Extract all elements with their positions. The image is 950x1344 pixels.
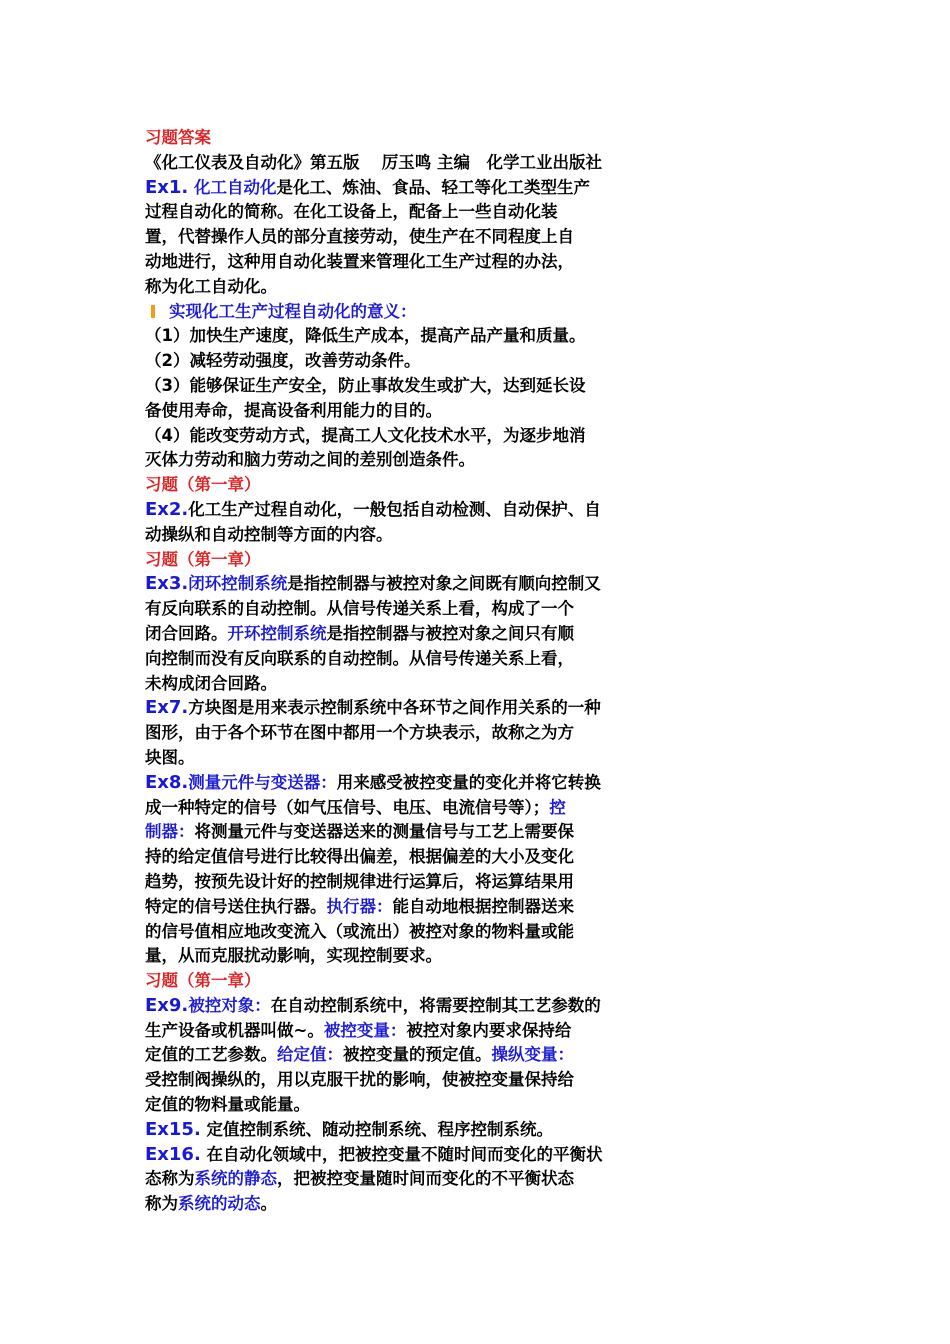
ex1-line-3: 置，代替操作人员的部分直接劳动，使生产在不同程度上自 [145, 227, 574, 247]
ex9-text: 被控对象内要求保持给 [406, 1020, 572, 1040]
ex8-text: 特定的信号送住执行器。 [145, 896, 327, 916]
ex1-term: 化工自动化 [194, 177, 277, 197]
ex2-label: Ex2. [145, 498, 189, 520]
ex9-term-setpoint: 给定值： [277, 1045, 343, 1065]
ex7-line-3: 块图。 [145, 747, 195, 767]
ex3-term-open-loop: 开环控制系统 [227, 623, 327, 643]
ex1-line-2: 过程自动化的简称。在化工设备上，配备上一些自动化装 [145, 202, 558, 222]
significance-point-4a: （4）能改变劳动方式，提高工人文化技术水平，为逐步地消 [145, 425, 586, 445]
ex8-term-controller: 控 [549, 797, 566, 817]
ex9-text: 在自动控制系统中，将需要控制其工艺参数的 [270, 995, 601, 1015]
significance-point-3b: 备使用寿命，提高设备利用能力的目的。 [145, 400, 442, 420]
ex16-text: 称为 [145, 1194, 178, 1214]
significance-point-3a: （3）能够保证生产安全，防止事故发生或扩大，达到延长设 [145, 375, 586, 395]
ex8-line-6 [145, 895, 685, 920]
ex9-term-object: 被控对象： [188, 995, 271, 1015]
ex15-text: 定值控制系统、随动控制系统、程序控制系统。 [200, 1119, 554, 1139]
ex9-line-1 [145, 994, 685, 1019]
heading: 习题答案 [145, 128, 211, 147]
significance-point-2: （2）减轻劳动强度，改善劳动条件。 [145, 351, 421, 371]
ex9-term-controlled-variable: 被控变量： [323, 1020, 407, 1040]
ex1-line-4: 动地进行，这种用自动化装置来管理化工生产过程的办法， [145, 251, 574, 271]
ex8-line-4: 持的给定值信号进行比较得出偏差，根据偏差的大小及变化 [145, 847, 574, 867]
ex9-text: 定值的工艺参数。 [145, 1045, 277, 1065]
ex8-term-controller: 制器： [145, 822, 195, 842]
significance-title: 实现化工生产过程自动化的意义： [169, 301, 417, 321]
ex3-line-1 [145, 572, 685, 597]
book-info: 《化工仪表及自动化》第五版 厉玉鸣 主编 化学工业出版社 [145, 152, 602, 172]
significance-point-4b: 灭体力劳动和脑力劳动之间的差别创造条件。 [145, 450, 475, 470]
ex1-text: 是化工、炼油、食品、轻工等化工类型生产 [276, 177, 591, 197]
chapter-title: 习题（第一章） [145, 549, 261, 569]
chapter-title: 习题（第一章） [145, 971, 261, 991]
ex7-line-1 [145, 696, 685, 721]
ex8-label: Ex8. [145, 771, 189, 793]
ex7-label: Ex7. [145, 697, 189, 719]
ex16-label: Ex16. [145, 1143, 201, 1165]
ex16-term-static: 系统的静态 [194, 1169, 277, 1189]
ex9-text: 被控变量的预定值。 [343, 1045, 492, 1065]
ex9-term-manipulated-variable: 操纵变量： [491, 1045, 574, 1065]
significance-point-1: （1）加快生产速度，降低生产成本，提高产品产量和质量。 [145, 326, 586, 346]
ex3-text: 是指控制器与被控对象之间既有顺向控制又 [287, 574, 601, 594]
ex9-text: 生产设备或机器叫做~。 [145, 1020, 324, 1040]
ex2-text: 化工生产过程自动化，一般包括自动检测、自动保护、自 [188, 499, 601, 519]
ex16-line-2 [145, 1167, 685, 1192]
ex9-label: Ex9. [145, 994, 189, 1016]
ex16-text: 在自动化领域中，把被控变量不随时间而变化的平衡状 [200, 1144, 603, 1164]
ex16-line-3 [145, 1192, 685, 1217]
ex2-line-1 [145, 498, 685, 523]
ex1-line-5: 称为化工自动化。 [145, 276, 277, 296]
ex8-line-8: 量，从而克服扰动影响，实现控制要求。 [145, 946, 442, 966]
document-body [145, 126, 685, 1217]
ex3-text: 是指控制器与被控对象之间只有顺 [326, 623, 574, 643]
ex8-line-2 [145, 796, 685, 821]
ex8-term-sensor: 测量元件与变送器： [188, 772, 337, 792]
ex9-line-4: 受控制阀操纵的，用以克服干扰的影响，使被控变量保持给 [145, 1070, 574, 1090]
ex1-line-1 [145, 176, 685, 201]
significance-title-line [145, 300, 685, 325]
ex8-text: 成一种特定的信号（如气压信号、电压、电流信号等）； [145, 797, 550, 817]
ex9-line-2 [145, 1019, 685, 1044]
ex3-line-4: 向控制而没有反向联系的自动控制。从信号传递关系上看， [145, 648, 574, 668]
ex7-line-2: 图形，由于各个环节在图中都用一个方块表示，故称之为方 [145, 723, 574, 743]
ex3-line-2: 有反向联系的自动控制。从信号传递关系上看，构成了一个 [145, 599, 574, 619]
ex16-term-dynamic: 系统的动态 [178, 1194, 261, 1214]
ex8-text: 将测量元件与变送器送来的测量信号与工艺上需要保 [194, 822, 574, 842]
ex3-line-5: 未构成闭合回路。 [145, 673, 277, 693]
ex16-text: ，把被控变量随时间而变化的不平衡状态 [277, 1169, 574, 1189]
ex15-line-1 [145, 1118, 685, 1143]
ex16-text: 。 [260, 1194, 277, 1214]
ex16-text: 态称为 [145, 1169, 195, 1189]
ex8-text: 能自动地根据控制器送来 [392, 896, 574, 916]
ex1-label: Ex1. [145, 176, 189, 198]
ex3-text: 闭合回路。 [145, 623, 228, 643]
ex9-line-5: 定值的物料量或能量。 [145, 1095, 310, 1115]
ex8-line-5: 趋势，按预先设计好的控制规律进行运算后，将运算结果用 [145, 871, 574, 891]
ex9-line-3 [145, 1043, 685, 1068]
ex15-label: Ex15. [145, 1118, 201, 1140]
ex7-text: 方块图是用来表示控制系统中各环节之间作用关系的一种 [188, 698, 601, 718]
ex3-label: Ex3. [145, 573, 189, 595]
ex3-line-3 [145, 622, 685, 647]
ex8-line-7: 的信号值相应地改变流入（或流出）被控对象的物料量或能 [145, 921, 574, 941]
ex8-term-actuator: 执行器： [326, 896, 393, 916]
ex8-text: 用来感受被控变量的变化并将它转换 [336, 772, 601, 792]
chapter-title: 习题（第一章） [145, 475, 261, 495]
ex16-line-1 [145, 1143, 685, 1168]
bullet-marker-icon [151, 305, 155, 318]
ex8-line-1 [145, 771, 685, 796]
ex3-term-closed-loop: 闭环控制系统 [188, 574, 288, 594]
ex8-line-3 [145, 820, 685, 845]
ex2-line-2: 动操纵和自动控制等方面的内容。 [145, 524, 393, 544]
